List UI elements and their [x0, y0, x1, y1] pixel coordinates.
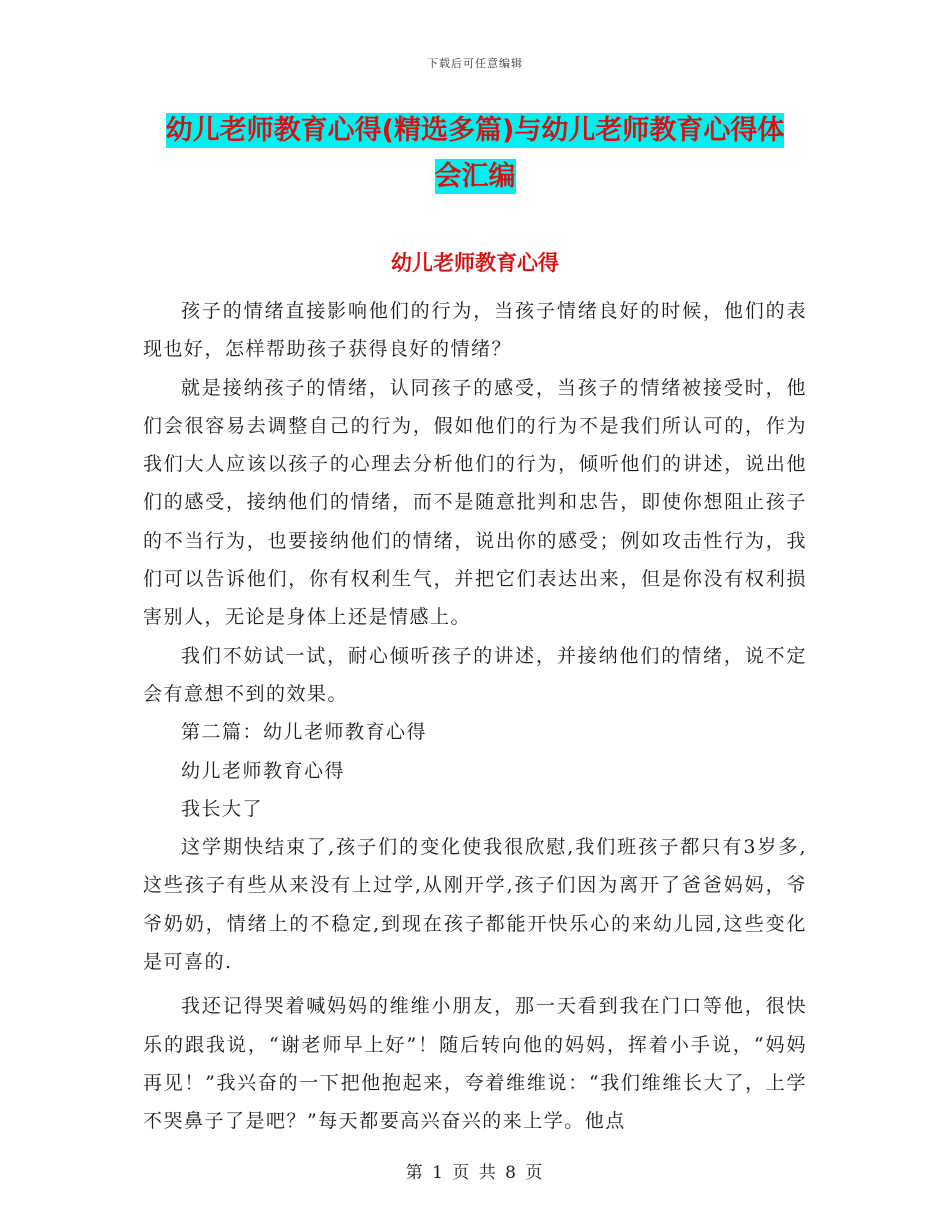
paragraph: 就是接纳孩子的情绪，认同孩子的感受，当孩子的情绪被接受时，他们会很容易去调整自己的行为，假如他们的行为不是我们所认可的，作为我们大人应该以孩子的心理去分析他们的行为，倾听他们的讲述，说出他们的感受，接纳他们的情绪，而不是随意批判和忠告，即使你想阻止孩子的不当行为，也要接纳他们的情绪，说出你的感受；例如攻击性行为，我们可以告诉他们，你有权利生气，并把它们表达出来，但是你没有权利损害别人，无论是身体上还是情感上。: [143, 376, 807, 629]
paragraph: 我们不妨试一试，耐心倾听孩子的讲述，并接纳他们的情绪，说不定会有意想不到的效果。: [143, 644, 807, 705]
section-title: 幼儿老师教育心得: [391, 251, 559, 275]
document-title: [120, 108, 830, 200]
paragraph: 我长大了: [181, 797, 264, 820]
document-body: [143, 292, 807, 1141]
document-title-line-2: 会汇编: [434, 161, 516, 192]
header-note: 下载后可任意编辑: [427, 57, 523, 70]
paragraph: 幼儿老师教育心得: [181, 759, 346, 782]
page-footer: 第 1 页 共 8 页: [405, 1163, 545, 1183]
paragraph: 我还记得哭着喊妈妈的维维小朋友，那一天看到我在门口等他，很快乐的跟我说，“谢老师早上好”！随后转向他的妈妈，挥着小手说，“妈妈再见！”我兴奋的一下把他抱起来，夸着维维说：“我们维维长大了，上学不哭鼻子了是吧？”每天都要高兴奋兴的来上学。他点: [143, 995, 807, 1133]
paragraph: 孩子的情绪直接影响他们的行为，当孩子情绪良好的时候，他们的表现也好，怎样帮助孩子获得良好的情绪？: [143, 300, 807, 361]
paragraph: 这学期快结束了,孩子们的变化使我很欣慰,我们班孩子都只有3岁多,这些孩子有些从来没有上过学,从刚开学,孩子们因为离开了爸爸妈妈，爷爷奶奶，情绪上的不稳定,到现在孩子都能开快乐心的来幼儿园,这些变化是可喜的.: [143, 836, 807, 974]
document-title-line-1: 幼儿老师教育心得(精选多篇)与幼儿老师教育心得体: [165, 115, 785, 146]
paragraph: 第二篇：幼儿老师教育心得: [181, 721, 428, 744]
